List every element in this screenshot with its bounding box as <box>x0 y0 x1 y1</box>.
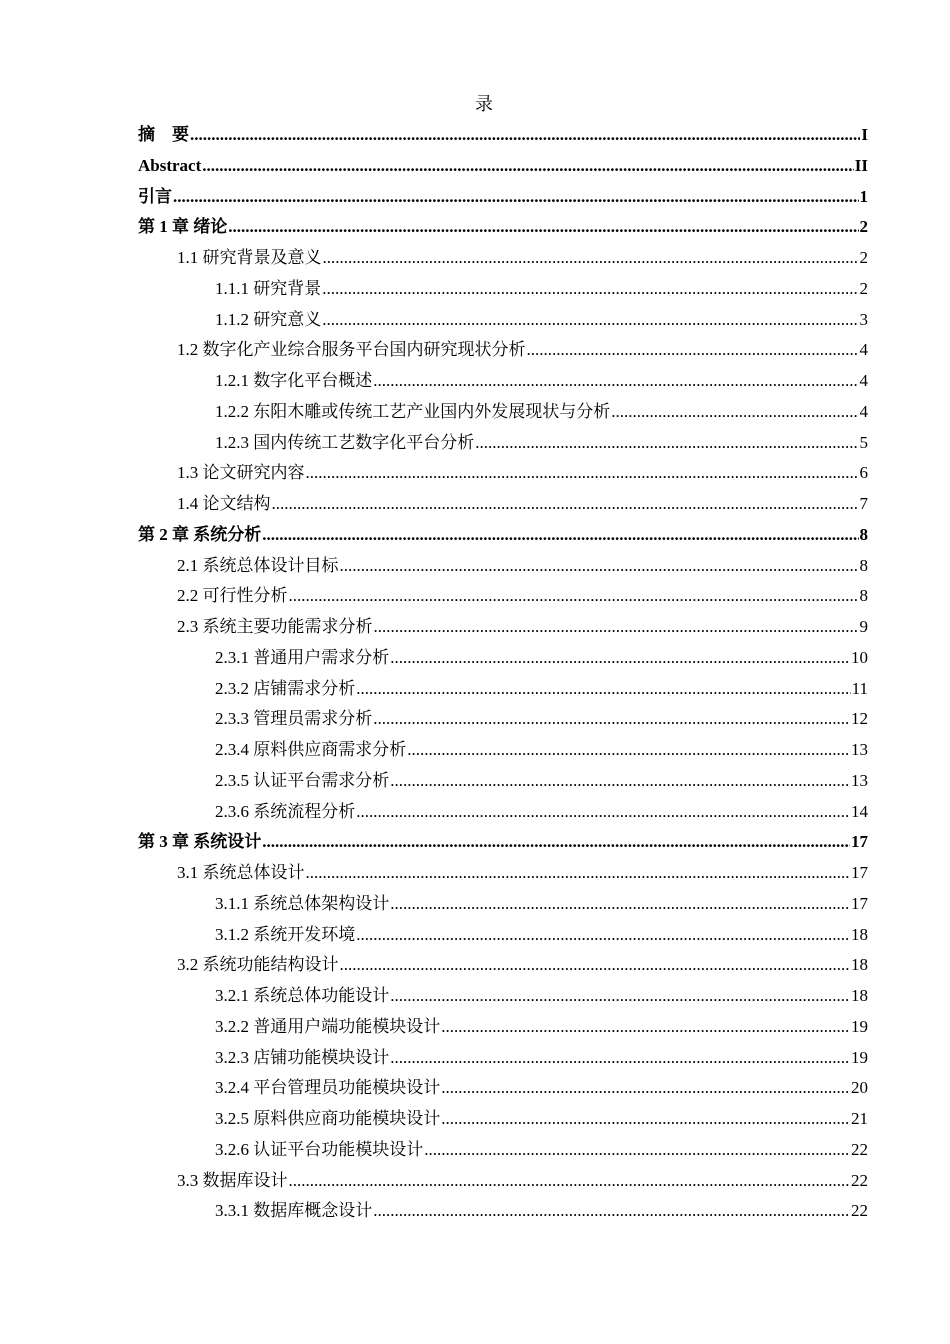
toc-dot-leader <box>527 335 859 366</box>
toc-dot-leader <box>356 797 850 828</box>
toc-entry-label: 1.2.1 数字化平台概述 <box>215 371 373 390</box>
toc-entry-label: 2.3.1 普通用户需求分析 <box>215 647 390 667</box>
toc-entry[interactable] <box>138 1196 868 1227</box>
toc-entry-label: 引言 <box>138 186 172 206</box>
toc-entry-label: Abstract <box>138 155 202 175</box>
toc-entry[interactable] <box>138 212 868 243</box>
toc-page-number: 22 <box>851 1201 868 1221</box>
toc-page-number: 19 <box>851 1047 868 1067</box>
toc-page-number: 18 <box>851 924 868 944</box>
toc-entry-label: 3.2 系统功能结构设计 <box>177 955 339 975</box>
toc-entry[interactable] <box>138 920 868 951</box>
toc-entry[interactable] <box>138 335 868 366</box>
toc-entry[interactable] <box>138 428 868 459</box>
toc-entry[interactable] <box>138 1104 868 1135</box>
toc-page-number: 17 <box>851 832 868 852</box>
toc-entry[interactable] <box>138 1073 868 1104</box>
toc-page-number: 4 <box>859 340 868 360</box>
toc-page-number: 19 <box>851 1016 868 1036</box>
toc-page-number: II <box>854 155 868 175</box>
toc-entry-label: 2.3.5 认证平台需求分析 <box>215 770 390 790</box>
toc-entry-label: 1.1.1 研究背景 <box>215 278 322 298</box>
toc-page-number: 8 <box>859 586 868 606</box>
toc-entry[interactable] <box>138 366 868 397</box>
toc-page-number: 18 <box>851 955 868 975</box>
toc-dot-leader <box>475 428 858 459</box>
toc-entry[interactable] <box>138 766 868 797</box>
toc-dot-leader <box>306 858 851 889</box>
toc-page-number: 12 <box>851 709 868 729</box>
toc-dot-leader <box>323 243 859 274</box>
toc-dot-leader <box>322 274 858 305</box>
toc-entry[interactable] <box>138 674 868 705</box>
toc-entry[interactable] <box>138 458 868 489</box>
toc-page-number: 3 <box>859 309 868 329</box>
toc-dot-leader <box>390 889 850 920</box>
toc-entry-label: 3.1 系统总体设计 <box>177 863 305 882</box>
toc-entry[interactable] <box>138 889 868 920</box>
toc-entry-label: 第 2 章 系统分析 <box>138 524 262 544</box>
toc-entry[interactable] <box>138 1012 868 1043</box>
toc-entry[interactable] <box>138 489 868 520</box>
toc-dot-leader <box>262 827 850 858</box>
toc-dot-leader <box>441 1073 850 1104</box>
toc-entry[interactable] <box>138 797 868 828</box>
toc-page-number: 8 <box>859 524 868 544</box>
toc-entry-label: 3.3.1 数据库概念设计 <box>215 1201 373 1221</box>
toc-entry-label: 1.3 论文研究内容 <box>177 463 305 483</box>
toc-page-number: I <box>861 125 868 144</box>
toc-entry[interactable] <box>138 305 868 336</box>
toc-entry-label: 3.2.1 系统总体功能设计 <box>215 986 390 1005</box>
toc-page-number: 6 <box>859 463 868 483</box>
toc-dot-leader <box>356 674 850 705</box>
toc-entry-label: 1.1.2 研究意义 <box>215 309 322 329</box>
toc-entry-label: 1.2.3 国内传统工艺数字化平台分析 <box>215 432 475 452</box>
toc-entry[interactable] <box>138 981 868 1012</box>
toc-page-number: 2 <box>859 278 868 298</box>
toc-entry-label: 3.3 数据库设计 <box>177 1170 288 1190</box>
toc-entry-label: 2.3.3 管理员需求分析 <box>215 709 373 729</box>
toc-dot-leader <box>322 305 858 336</box>
toc-page-number: 2 <box>859 248 868 267</box>
toc-page-number: 21 <box>851 1109 868 1128</box>
toc-page-number: 7 <box>859 494 868 513</box>
toc-dot-leader <box>390 1043 850 1074</box>
toc-dot-leader <box>272 489 859 520</box>
toc-page-number: 2 <box>859 217 868 237</box>
toc-page-number: 22 <box>851 1139 868 1159</box>
toc-entry[interactable] <box>138 1043 868 1074</box>
toc-dot-leader <box>202 151 854 182</box>
toc-page-number: 18 <box>851 986 868 1005</box>
toc-entry-label: 1.2 数字化产业综合服务平台国内研究现状分析 <box>177 340 526 360</box>
toc-page-number: 5 <box>859 432 868 452</box>
toc-entry-label: 第 3 章 系统设计 <box>138 832 262 852</box>
toc-entry[interactable] <box>138 827 868 858</box>
toc-entry[interactable] <box>138 612 868 643</box>
toc-page-number: 17 <box>851 863 868 882</box>
toc-dot-leader <box>262 520 858 551</box>
toc-page-number: 20 <box>851 1078 868 1098</box>
toc-dot-leader <box>390 643 850 674</box>
toc-entry[interactable] <box>138 243 868 274</box>
toc-entry-label: 2.3.6 系统流程分析 <box>215 801 356 821</box>
toc-entry-label: 1.4 论文结构 <box>177 494 271 513</box>
toc-entry-label: 3.1.2 系统开发环境 <box>215 924 356 944</box>
toc-dot-leader <box>611 397 858 428</box>
toc-entry[interactable] <box>138 274 868 305</box>
toc-entry-label: 第 1 章 绪论 <box>138 217 228 237</box>
toc-entry[interactable] <box>138 397 868 428</box>
toc-entry[interactable] <box>138 551 868 582</box>
toc-dot-leader <box>228 212 858 243</box>
toc-dot-leader <box>373 1196 850 1227</box>
toc-entry-label: 2.3.4 原料供应商需求分析 <box>215 740 407 759</box>
toc-dot-leader <box>340 551 859 582</box>
toc-dot-leader <box>356 920 850 951</box>
toc-dot-leader <box>289 1166 851 1197</box>
toc-dot-leader <box>441 1104 850 1135</box>
toc-dot-leader <box>424 1135 850 1166</box>
page-title: 录 <box>475 94 493 114</box>
toc-entry[interactable] <box>138 735 868 766</box>
toc-dot-leader <box>190 120 860 151</box>
toc-page-number: 9 <box>859 617 868 636</box>
toc-entry[interactable] <box>138 1135 868 1166</box>
toc-dot-leader <box>373 704 850 735</box>
toc-page-number: 13 <box>851 740 868 759</box>
toc-entry[interactable] <box>138 151 868 182</box>
toc-page-number: 4 <box>859 371 868 390</box>
toc-entry[interactable] <box>138 1166 868 1197</box>
table-of-contents <box>138 120 868 1227</box>
toc-dot-leader <box>390 981 850 1012</box>
toc-page-number: 1 <box>859 186 868 206</box>
toc-page-number: 8 <box>859 555 868 575</box>
toc-page-number: 22 <box>851 1170 868 1190</box>
toc-entry[interactable] <box>138 643 868 674</box>
toc-entry-label: 3.2.2 普通用户端功能模块设计 <box>215 1016 441 1036</box>
toc-dot-leader <box>173 182 859 213</box>
toc-page-number: 11 <box>851 678 868 698</box>
toc-page-number: 4 <box>859 401 868 421</box>
toc-dot-leader <box>407 735 850 766</box>
toc-entry-label: 2.3 系统主要功能需求分析 <box>177 617 373 636</box>
toc-dot-leader <box>373 366 858 397</box>
toc-page-number: 13 <box>851 770 868 790</box>
toc-dot-leader <box>340 950 851 981</box>
toc-entry-label: 3.1.1 系统总体架构设计 <box>215 893 390 913</box>
toc-dot-leader <box>441 1012 850 1043</box>
toc-entry[interactable] <box>138 120 868 151</box>
toc-page-number: 14 <box>851 801 868 821</box>
toc-entry-label: 1.2.2 东阳木雕或传统工艺产业国内外发展现状与分析 <box>215 401 611 421</box>
toc-entry[interactable] <box>138 704 868 735</box>
toc-entry-label: 3.2.4 平台管理员功能模块设计 <box>215 1078 441 1098</box>
toc-entry-label: 摘 要 <box>138 125 189 144</box>
toc-entry[interactable] <box>138 858 868 889</box>
toc-entry[interactable] <box>138 520 868 551</box>
toc-page-number: 10 <box>851 647 868 667</box>
toc-entry-label: 1.1 研究背景及意义 <box>177 248 322 267</box>
toc-dot-leader <box>374 612 859 643</box>
toc-entry-label: 2.3.2 店铺需求分析 <box>215 678 356 698</box>
toc-entry[interactable] <box>138 182 868 213</box>
toc-entry[interactable] <box>138 950 868 981</box>
toc-page-number: 17 <box>851 893 868 913</box>
toc-dot-leader <box>390 766 850 797</box>
toc-dot-leader <box>289 581 859 612</box>
toc-entry-label: 3.2.3 店铺功能模块设计 <box>215 1047 390 1067</box>
toc-entry-label: 3.2.6 认证平台功能模块设计 <box>215 1139 424 1159</box>
toc-entry-label: 2.1 系统总体设计目标 <box>177 555 339 575</box>
toc-entry-label: 3.2.5 原料供应商功能模块设计 <box>215 1109 441 1128</box>
toc-dot-leader <box>306 458 859 489</box>
toc-entry-label: 2.2 可行性分析 <box>177 586 288 606</box>
toc-entry[interactable] <box>138 581 868 612</box>
